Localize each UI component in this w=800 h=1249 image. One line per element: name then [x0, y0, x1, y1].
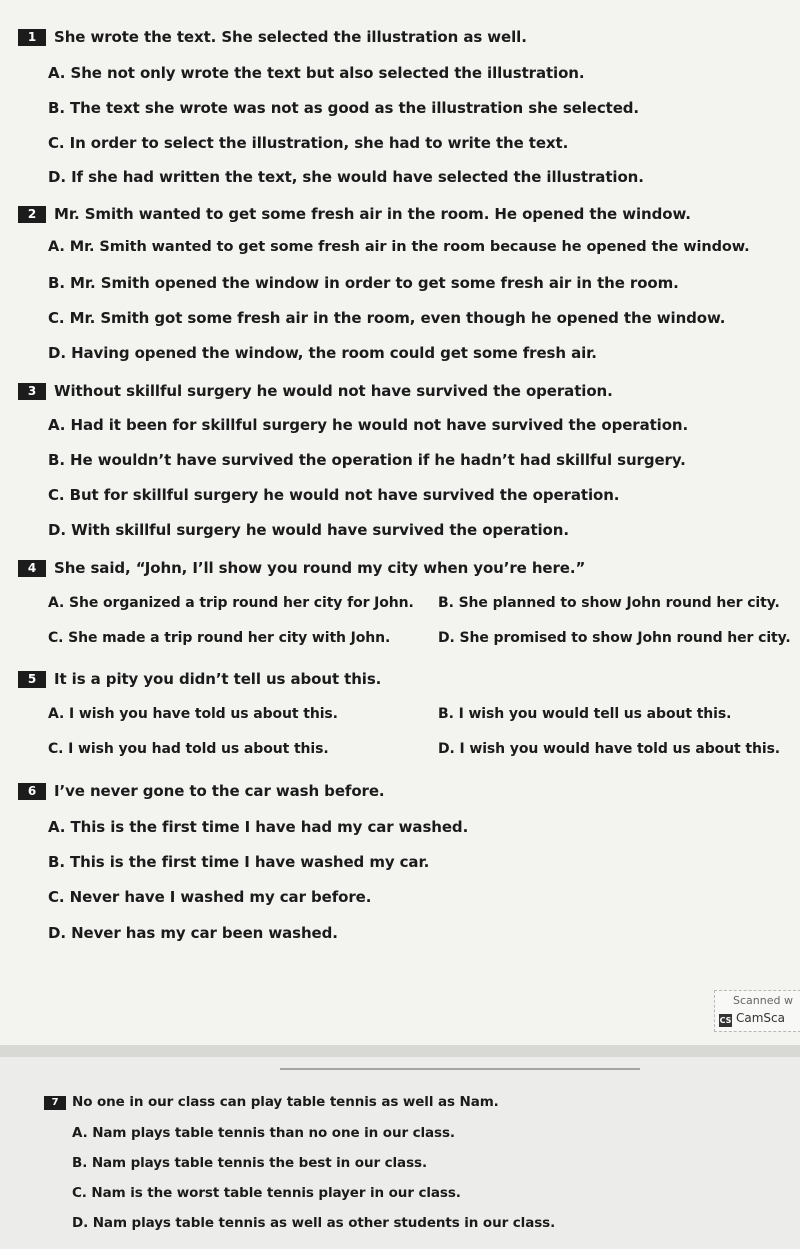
question-number-badge: 5 — [18, 671, 46, 688]
question-number-badge: 3 — [18, 383, 46, 400]
question-7 — [44, 1094, 499, 1110]
question-number-badge: 7 — [44, 1096, 66, 1110]
watermark-scanned-text: Scanned w — [733, 994, 793, 1007]
question-stem: I’ve never gone to the car wash before. — [54, 782, 385, 800]
option-d: D. With skillful surgery he would have survived the operation. — [48, 521, 569, 539]
scan-page-divider — [0, 1045, 800, 1057]
option-a: A. Mr. Smith wanted to get some fresh air in the room because he opened the window. — [48, 239, 750, 255]
question-5 — [18, 670, 381, 688]
question-number-badge: 2 — [18, 206, 46, 223]
question-stem: No one in our class can play table tennis as well as Nam. — [72, 1094, 499, 1110]
option-d: D. If she had written the text, she would have selected the illustration. — [48, 168, 644, 186]
option-b: B. This is the first time I have washed my car. — [48, 853, 430, 871]
question-stem: Without skillful surgery he would not have survived the operation. — [54, 382, 613, 400]
watermark-brand — [719, 1011, 785, 1027]
option-a: A. She not only wrote the text but also selected the illustration. — [48, 64, 585, 82]
option-a: A. Had it been for skillful surgery he would not have survived the operation. — [48, 416, 689, 434]
question-stem: It is a pity you didn’t tell us about this. — [54, 670, 382, 688]
option-a: A. Nam plays table tennis than no one in our class. — [72, 1125, 455, 1141]
option-c: C. Never have I washed my car before. — [48, 888, 372, 906]
question-stem: Mr. Smith wanted to get some fresh air in the room. He opened the window. — [54, 205, 691, 223]
option-c: C. I wish you had told us about this. — [48, 741, 329, 757]
option-b: B. Mr. Smith opened the window in order to get some fresh air in the room. — [48, 274, 679, 292]
option-b: B. I wish you would tell us about this. — [438, 706, 732, 722]
option-b: B. She planned to show John round her city. — [438, 595, 780, 611]
question-stem: She wrote the text. She selected the illustration as well. — [54, 28, 527, 46]
option-a: A. She organized a trip round her city for John. — [48, 595, 414, 611]
option-d: D. Nam plays table tennis as well as other students in our class. — [72, 1215, 556, 1231]
camscanner-watermark — [714, 990, 800, 1032]
watermark-brand-text: CamSca — [736, 1011, 785, 1025]
question-3 — [18, 382, 613, 400]
option-c: C. Nam is the worst table tennis player in our class. — [72, 1185, 461, 1201]
option-c: C. But for skillful surgery he would not have survived the operation. — [48, 486, 620, 504]
question-6 — [18, 782, 385, 800]
option-c: C. In order to select the illustration, she had to write the text. — [48, 134, 569, 152]
option-a: A. This is the first time I have had my car washed. — [48, 818, 469, 836]
option-a: A. I wish you have told us about this. — [48, 706, 338, 722]
option-b: B. He wouldn’t have survived the operation if he hadn’t had skillful surgery. — [48, 451, 686, 469]
question-4 — [18, 559, 585, 577]
page-edge-line — [280, 1068, 640, 1070]
option-b: B. Nam plays table tennis the best in our class. — [72, 1155, 427, 1171]
question-number-badge: 1 — [18, 29, 46, 46]
option-d: D. Never has my car been washed. — [48, 924, 338, 942]
option-d: D. Having opened the window, the room could get some fresh air. — [48, 344, 597, 362]
option-b: B. The text she wrote was not as good as the illustration she selected. — [48, 99, 640, 117]
question-stem: She said, “John, I’ll show you round my city when you’re here.” — [54, 559, 586, 577]
option-c: C. She made a trip round her city with John. — [48, 630, 391, 646]
question-2 — [18, 205, 691, 223]
option-d: D. She promised to show John round her city. — [438, 630, 791, 646]
camscanner-logo-icon: CS — [719, 1016, 732, 1025]
question-number-badge: 4 — [18, 560, 46, 577]
option-c: C. Mr. Smith got some fresh air in the room, even though he opened the window. — [48, 309, 726, 327]
question-number-badge: 6 — [18, 783, 46, 800]
question-1 — [18, 28, 527, 46]
option-d: D. I wish you would have told us about this. — [438, 741, 781, 757]
